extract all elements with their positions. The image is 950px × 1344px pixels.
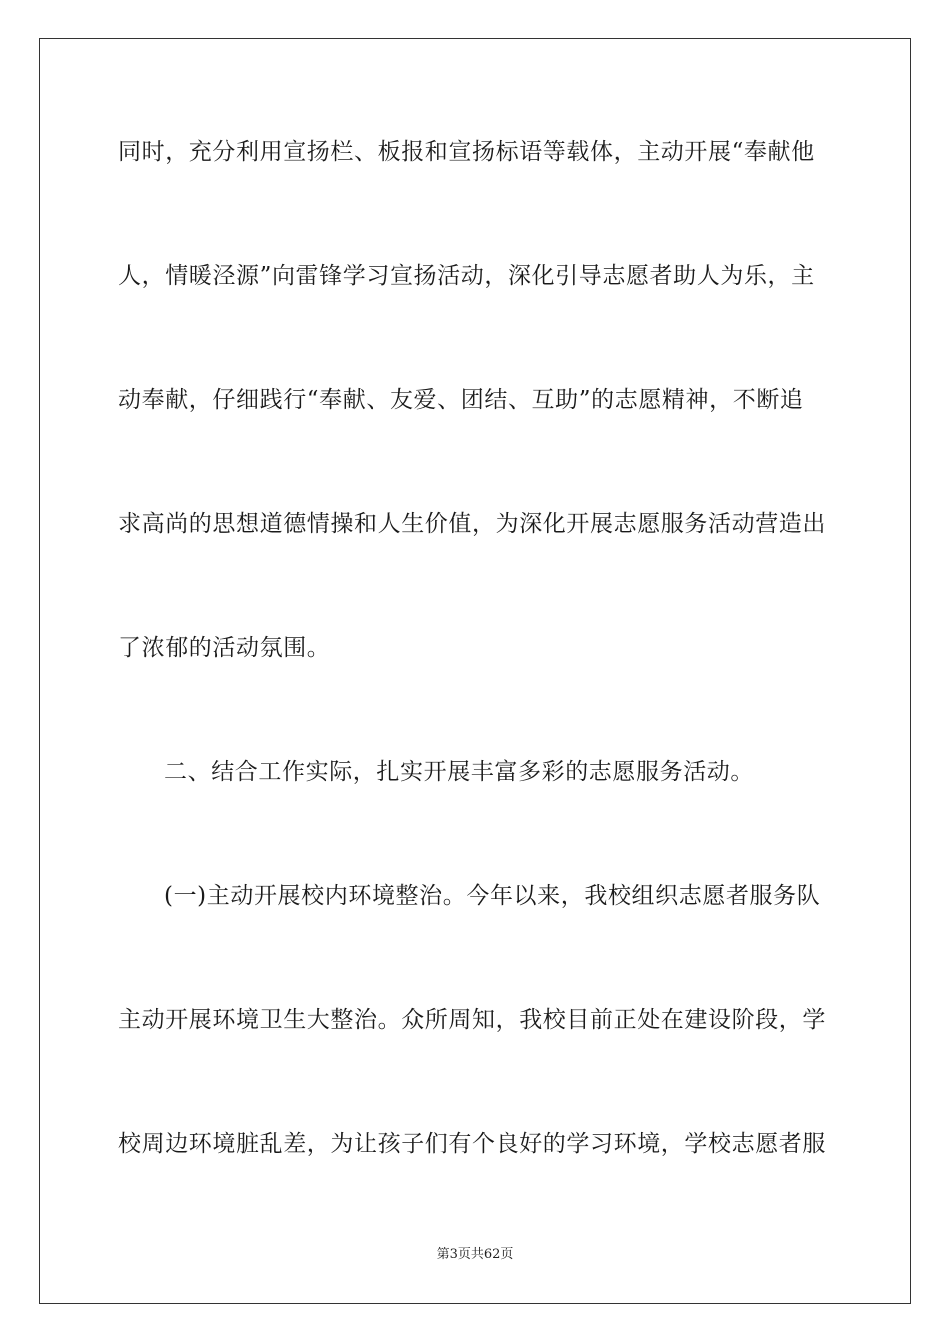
page-footer: [0, 1246, 950, 1264]
body-text-line: 了浓郁的活动氛围。: [118, 635, 331, 661]
body-text-line: 主动开展环境卫生大整治。众所周知，我校目前正处在建设阶段，学: [118, 1007, 826, 1033]
section-heading: 二、结合工作实际，扎实开展丰富多彩的志愿服务活动。: [164, 759, 754, 785]
body-text-line: 同时，充分利用宣扬栏、板报和宣扬标语等载体，主动开展“奉献他: [118, 139, 815, 165]
body-text-line: 求高尚的思想道德情操和人生价值，为深化开展志愿服务活动营造出: [118, 511, 826, 537]
subsection-paragraph-start: (一)主动开展校内环境整治。今年以来，我校组织志愿者服务队: [164, 883, 821, 909]
total-page-count: 共62页: [470, 1247, 514, 1262]
body-text-line: 校周边环境脏乱差，为让孩子们有个良好的学习环境，学校志愿者服: [118, 1131, 826, 1157]
body-text-line: 人，情暖泾源”向雷锋学习宣扬活动，深化引导志愿者助人为乐，主: [118, 263, 815, 289]
current-page-number: 第3页: [436, 1247, 471, 1262]
page-border: [39, 38, 911, 1304]
body-text-line: 动奉献，仔细践行“奉献、友爱、团结、互助”的志愿精神，不断追: [118, 387, 804, 413]
